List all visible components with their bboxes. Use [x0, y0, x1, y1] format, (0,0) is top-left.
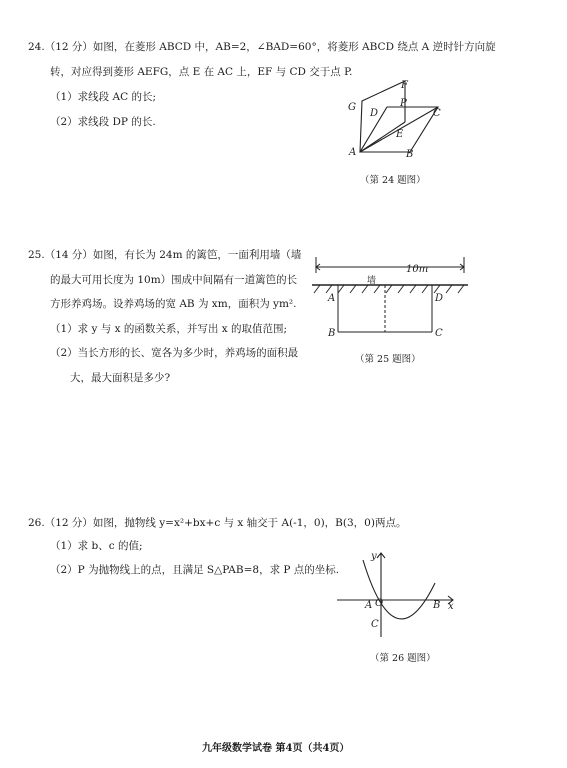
- q25-figure: [310, 255, 470, 340]
- q25-label-B: B: [328, 328, 336, 339]
- q24-label-P: P: [400, 98, 407, 109]
- page-footer: 九年级数学试卷 第4页（共4页）: [202, 743, 350, 754]
- q25-stem-line3: 方形养鸡场。设养鸡场的宽 AB 为 xm，面积为 ym².: [50, 298, 297, 310]
- q26-figure: [335, 545, 465, 640]
- q24-figure: [340, 78, 450, 158]
- q26-caption: （第 26 题图）: [370, 653, 436, 664]
- q25-label-A: A: [328, 293, 336, 304]
- q24-stem-line2: 转，对应得到菱形 AEFG，点 E 在 AC 上，EF 与 CD 交于点 P.: [50, 66, 353, 78]
- q26-part1: （1）求 b、c 的值;: [50, 540, 143, 552]
- q24-label-A: A: [349, 147, 357, 158]
- q24-label-D: D: [370, 108, 379, 119]
- q24-part1: （1）求线段 AC 的长;: [50, 91, 157, 103]
- q25-wall-label: 墙: [367, 276, 377, 286]
- q26-label-y: y: [371, 551, 377, 562]
- q26-label-C: C: [371, 619, 379, 630]
- q24-stem-line1: 24.（12 分）如图，在菱形 ABCD 中，AB=2，∠BAD=60°，将菱形 ABCD 绕点 A 逆时针方向旋: [28, 41, 496, 53]
- q26-label-A: A: [365, 600, 373, 611]
- q24-label-F: F: [401, 80, 408, 91]
- q25-part2: （2）当长方形的长、宽各为多少时，养鸡场的面积最: [50, 347, 299, 359]
- q24-label-B: B: [406, 149, 414, 160]
- q24-label-C: C: [433, 108, 441, 119]
- q25-caption: （第 25 题图）: [355, 354, 421, 365]
- q25-part2-cont: 大，最大面积是多少?: [70, 372, 171, 384]
- q26-label-B: B: [433, 600, 441, 611]
- q24-part2: （2）求线段 DP 的长.: [50, 116, 156, 128]
- q25-stem-line1: 25.（14 分）如图，有长为 24m 的篱笆，一面利用墙（墙: [28, 249, 302, 261]
- q25-label-D: D: [435, 293, 444, 304]
- q25-label-C: C: [435, 328, 443, 339]
- q25-stem-line2: 的最大可用长度为 10m）围成中间隔有一道篱笆的长: [50, 274, 298, 286]
- q26-label-x: x: [448, 601, 454, 612]
- q24-label-G: G: [348, 102, 356, 113]
- q26-label-O: O: [375, 598, 384, 609]
- q25-wall-length: 10m: [406, 264, 429, 275]
- q26-stem-line1: 26.（12 分）如图，抛物线 y=x²+bx+c 与 x 轴交于 A(-1，0)，B(3，0)两点。: [28, 517, 407, 529]
- q26-part2: （2）P 为抛物线上的点，且满足 S△PAB=8，求 P 点的坐标.: [50, 564, 340, 576]
- q24-label-E: E: [396, 129, 404, 140]
- q25-part1: （1）求 y 与 x 的函数关系，并写出 x 的取值范围;: [50, 323, 288, 335]
- q24-caption: （第 24 题图）: [360, 175, 426, 186]
